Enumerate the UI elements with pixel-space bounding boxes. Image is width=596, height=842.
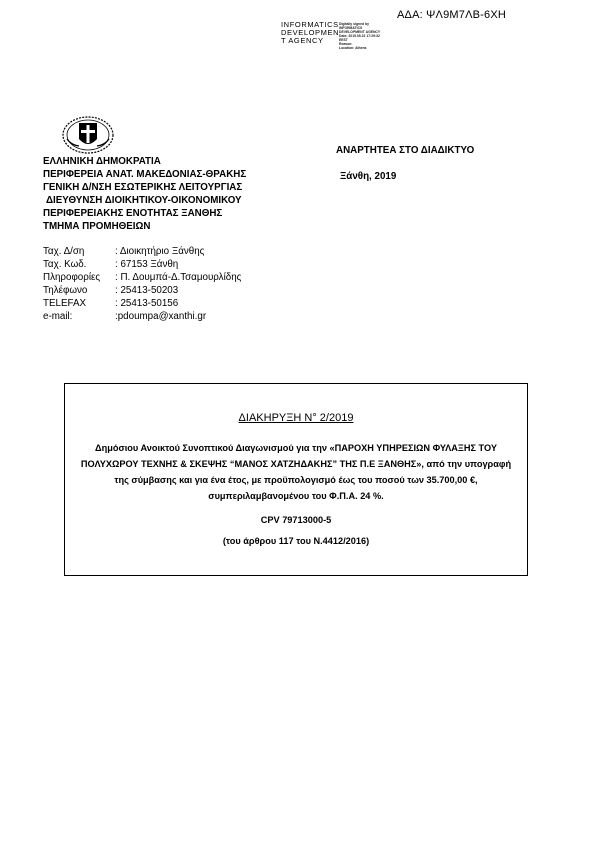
signature-label-line: DEVELOPMEN — [281, 28, 340, 37]
cpv-code: CPV 79713000-5 — [260, 515, 332, 525]
notice-title: ΔΙΑΚΗΡΥΞΗ Ν° 2/2019 — [238, 412, 354, 424]
authority-line: ΕΛΛΗΝΙΚΗ ΔΗΜΟΚΡΑΤΙΑ — [43, 156, 161, 167]
signature-detail-line: INFORMATICS — [339, 25, 363, 30]
contact-label: Πληροφορίες — [43, 272, 101, 283]
signature-label-line: T AGENCY — [281, 36, 324, 45]
signature-label — [281, 21, 339, 50]
authority-line: ΠΕΡΙΦΕΡΕΙΑΚΗΣ ΕΝΟΤΗΤΑΣ ΞΑΝΘΗΣ — [43, 208, 223, 219]
signature-details — [339, 22, 380, 51]
authority-line: ΓΕΝΙΚΗ Δ/ΝΣΗ ΕΣΩΤΕΡΙΚΗΣ ΛΕΙΤΟΥΡΓΙΑΣ — [43, 182, 243, 193]
signature-detail-line: Reason: — [339, 41, 353, 46]
ada-code: ΑΔΑ: ΨΛ9Μ7ΛΒ-6ΧΗ — [397, 9, 507, 21]
contact-row-email — [43, 310, 241, 323]
authority-line: ΔΙΕΥΘΥΝΣΗ ΔΙΟΙΚΗΤΙΚΟΥ-ΟΙΚΟΝΟΜΙΚΟΥ — [46, 195, 242, 206]
contact-row-address — [43, 245, 241, 258]
contact-value: : 25413-50203 — [115, 285, 179, 296]
contact-details — [43, 245, 241, 323]
authority-line: ΤΜΗΜΑ ΠΡΟΜΗΘΕΙΩΝ — [43, 221, 151, 232]
digital-signature-stamp — [281, 21, 380, 50]
signature-label-line: INFORMATICS — [281, 20, 339, 29]
contact-value: : Διοικητήριο Ξάνθης — [115, 246, 205, 257]
contact-value: : 25413-50156 — [115, 298, 179, 309]
contact-label: Ταχ. Δ/ση — [43, 246, 85, 257]
authority-line: ΠΕΡΙΦΕΡΕΙΑ ΑΝΑΤ. ΜΑΚΕΔΟΝΙΑΣ-ΘΡΑΚΗΣ — [43, 169, 247, 180]
post-online-notice: ΑΝΑΡΤΗΤΕΑ ΣΤΟ ΔΙΑΔΙΚΤΥΟ — [336, 145, 475, 156]
contact-row-fax — [43, 297, 241, 310]
contact-row-info — [43, 271, 241, 284]
signature-detail-line: Location: Athens — [339, 46, 367, 51]
contact-value: : Π. Δουμπά-Δ.Τσαμουρλίδης — [115, 272, 242, 283]
contact-row-phone — [43, 284, 241, 297]
notice-description: Δημόσιου Ανοικτού Συνοπτικού Διαγωνισμού για την «ΠΑΡΟΧΗ ΥΠΗΡΕΣΙΩΝ ΦΥΛΑΞΗΣ ΤΟΥ ΠΟΛΥΧΩΡΟΥ ΤΕΧΝΗΣ & ΣΚΕΨΗΣ “ΜΑΝΟΣ ΧΑΤΖΗΔΑΚΗΣ” ΤΗΣ Π.Ε ΞΑΝΘΗΣ», από την υπογραφή της σύμβασης και για ένα έτος, με προϋπολογισμό έως του ποσού των 35.700,00 €, συμπεριλαμβανομένου του Φ.Π.Α. 24 %. — [80, 443, 512, 501]
contact-label: Ταχ. Κωδ. — [43, 259, 87, 270]
issuing-authority — [43, 155, 246, 233]
greek-coat-of-arms-icon — [61, 115, 115, 155]
contact-value: : 67153 Ξάνθη — [115, 259, 179, 270]
signature-detail-line: DEVELOPMENT AGENCY — [339, 29, 381, 34]
contact-label: TELEFAX — [43, 298, 87, 309]
contact-row-postcode — [43, 258, 241, 271]
signature-detail-line: EEST — [339, 37, 348, 42]
legal-reference: (του άρθρου 117 του Ν.4412/2016) — [222, 536, 370, 546]
document-date: Ξάνθη, 2019 — [340, 171, 397, 182]
signature-detail-line: Date: 2019.05.22 17:29:32 — [339, 33, 380, 38]
email-link[interactable]: :pdoumpa@xanthi.gr — [115, 311, 207, 322]
tender-notice-box — [64, 383, 528, 576]
contact-label: e-mail: — [43, 311, 73, 322]
contact-label: Τηλέφωνο — [43, 285, 88, 296]
signature-detail-line: Digitally signed by — [339, 21, 369, 26]
